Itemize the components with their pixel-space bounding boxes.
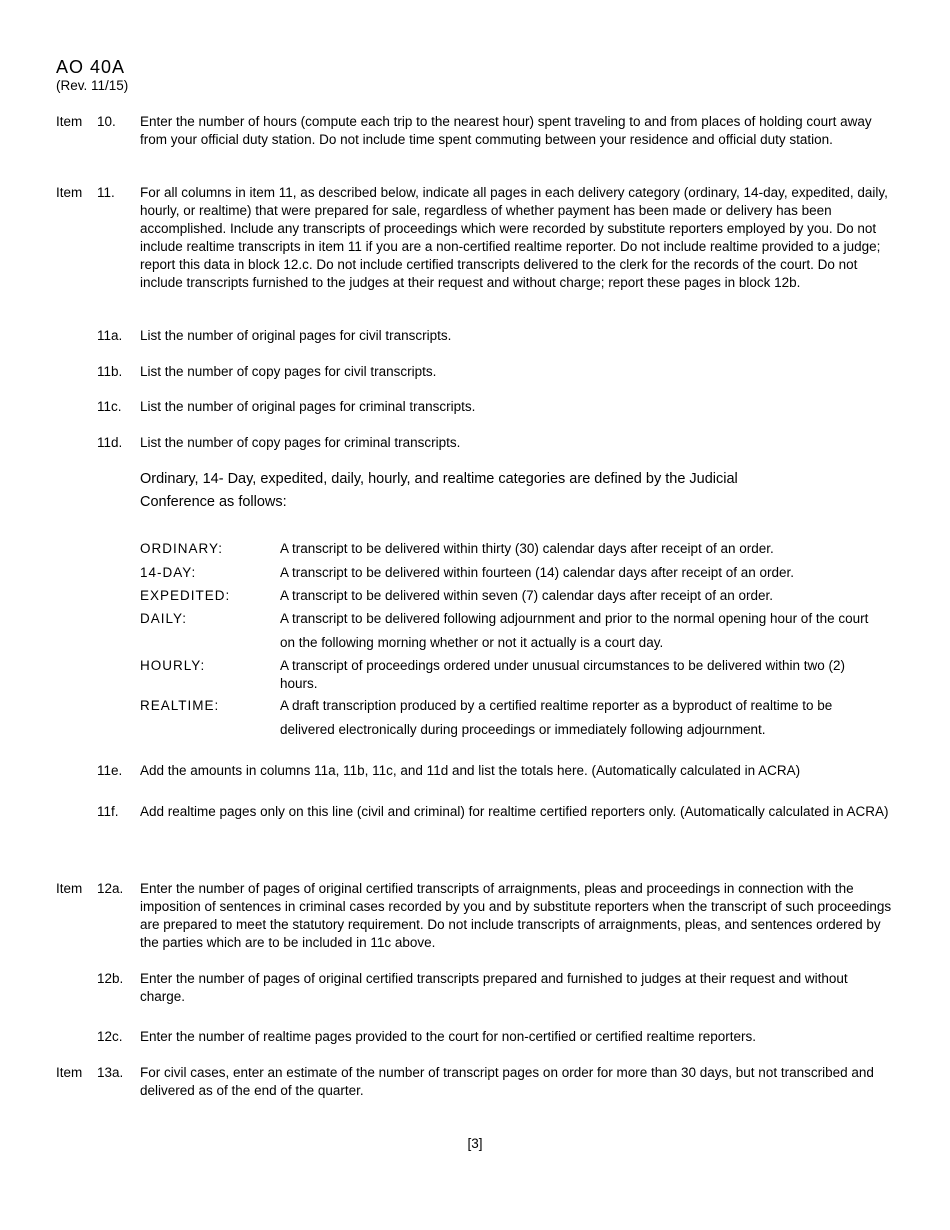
item-number: 11d. xyxy=(97,435,123,450)
item-label: Item xyxy=(56,185,83,200)
item-11e-text: Add the amounts in columns 11a, 11b, 11c, and 11d and list the totals here. (Automatically calculated in ACRA) xyxy=(140,763,801,778)
definition-term: EXPEDITED: xyxy=(140,588,231,603)
form-number: AO 40A xyxy=(56,57,126,77)
item-number: 11b. xyxy=(97,364,123,379)
item-number: 12c. xyxy=(97,1029,123,1044)
item-11a-text: List the number of original pages for civil transcripts. xyxy=(140,328,452,343)
definition-term: DAILY: xyxy=(140,611,188,626)
item-11d-text: List the number of copy pages for criminal transcripts. xyxy=(140,435,461,450)
item-label: Item xyxy=(56,881,83,896)
definition-description: A transcript to be delivered within fourteen (14) calendar days after receipt of an order. xyxy=(280,565,795,580)
item-number: 12b. xyxy=(97,971,124,986)
definition-term: ORDINARY: xyxy=(140,541,224,556)
definitions-intro: Ordinary, 14- Day, expedited, daily, hourly, and realtime categories are defined by the Judicial Conference as follows: xyxy=(140,471,738,510)
item-number: 11a. xyxy=(97,328,123,343)
item-11c-text: List the number of original pages for criminal transcripts. xyxy=(140,399,476,414)
item-number: 11. xyxy=(97,185,115,200)
item-label: Item xyxy=(56,1065,83,1080)
item-12a-text: Enter the number of pages of original certified transcripts of arraignments, pleas and proceedings in connection with the imposition of sentences in criminal cases recorded by you and by substitute reporters when the transcript of such proceedings are prepared to meet the statutory requirement. Do not include transcripts of arraignments, pleas, and sentences ordered by the parties which are to be included in 11c above. xyxy=(140,881,892,950)
definition-description: A transcript of proceedings ordered under unusual circumstances to be delivered within two (2) hours. xyxy=(280,658,846,691)
definition-description: A draft transcription produced by a certified realtime reporter as a byproduct of realtime to be delivered electronically during proceedings or immediately following adjournment. xyxy=(280,698,833,737)
definition-term: 14-DAY: xyxy=(140,565,197,580)
definition-description: A transcript to be delivered following adjournment and prior to the normal opening hour of the court on the following morning whether or not it actually is a court day. xyxy=(280,611,869,650)
item-11b-text: List the number of copy pages for civil transcripts. xyxy=(140,364,437,379)
item-number: 13a. xyxy=(97,1065,124,1080)
item-13a-text: For civil cases, enter an estimate of the number of transcript pages on order for more than 30 days, but not transcribed and delivered as of the end of the quarter. xyxy=(140,1065,874,1098)
form-revision: (Rev. 11/15) xyxy=(56,78,129,93)
definition-term: HOURLY: xyxy=(140,658,206,673)
item-11f-text: Add realtime pages only on this line (civil and criminal) for realtime certified reporters only. (Automatically calculated in ACRA) xyxy=(140,804,889,819)
item-number: 12a. xyxy=(97,881,124,896)
item-10-text: Enter the number of hours (compute each trip to the nearest hour) spent traveling to and from places of holding court away from your official duty station. Do not include time spent commuting between your residence and official duty station. xyxy=(140,114,872,147)
definition-term: REALTIME: xyxy=(140,698,220,713)
item-number: 11c. xyxy=(97,399,122,414)
item-number: 10. xyxy=(97,114,116,129)
item-12b-text: Enter the number of pages of original certified transcripts prepared and furnished to judges at their request and without charge. xyxy=(140,971,848,1004)
item-label: Item xyxy=(56,114,83,129)
page-number: [3] xyxy=(467,1136,483,1151)
item-11-text: For all columns in item 11, as described below, indicate all pages in each delivery category (ordinary, 14-day, expedited, daily, hourly, or realtime) that were prepared for sale, regardless of whether payment has been made or delivery has been accomplished. Include any transcripts of proceedings which were recorded by substitute reporters employed by you. Do not include realtime transcripts in item 11 if you are a non-certified realtime reporter. Do not include realtime provided to a judge; report this data in block 12.c. Do not include certified transcripts delivered to the clerk for the records of the court. Do not include transcripts furnished to the judges at their request and without charge; report these pages in block 12b. xyxy=(140,185,888,290)
definition-description: A transcript to be delivered within seven (7) calendar days after receipt of an order. xyxy=(280,588,774,603)
definition-description: A transcript to be delivered within thirty (30) calendar days after receipt of an order. xyxy=(280,541,774,556)
item-number: 11f. xyxy=(97,804,119,819)
item-12c-text: Enter the number of realtime pages provided to the court for non-certified or certified realtime reporters. xyxy=(140,1029,757,1044)
item-number: 11e. xyxy=(97,763,123,778)
